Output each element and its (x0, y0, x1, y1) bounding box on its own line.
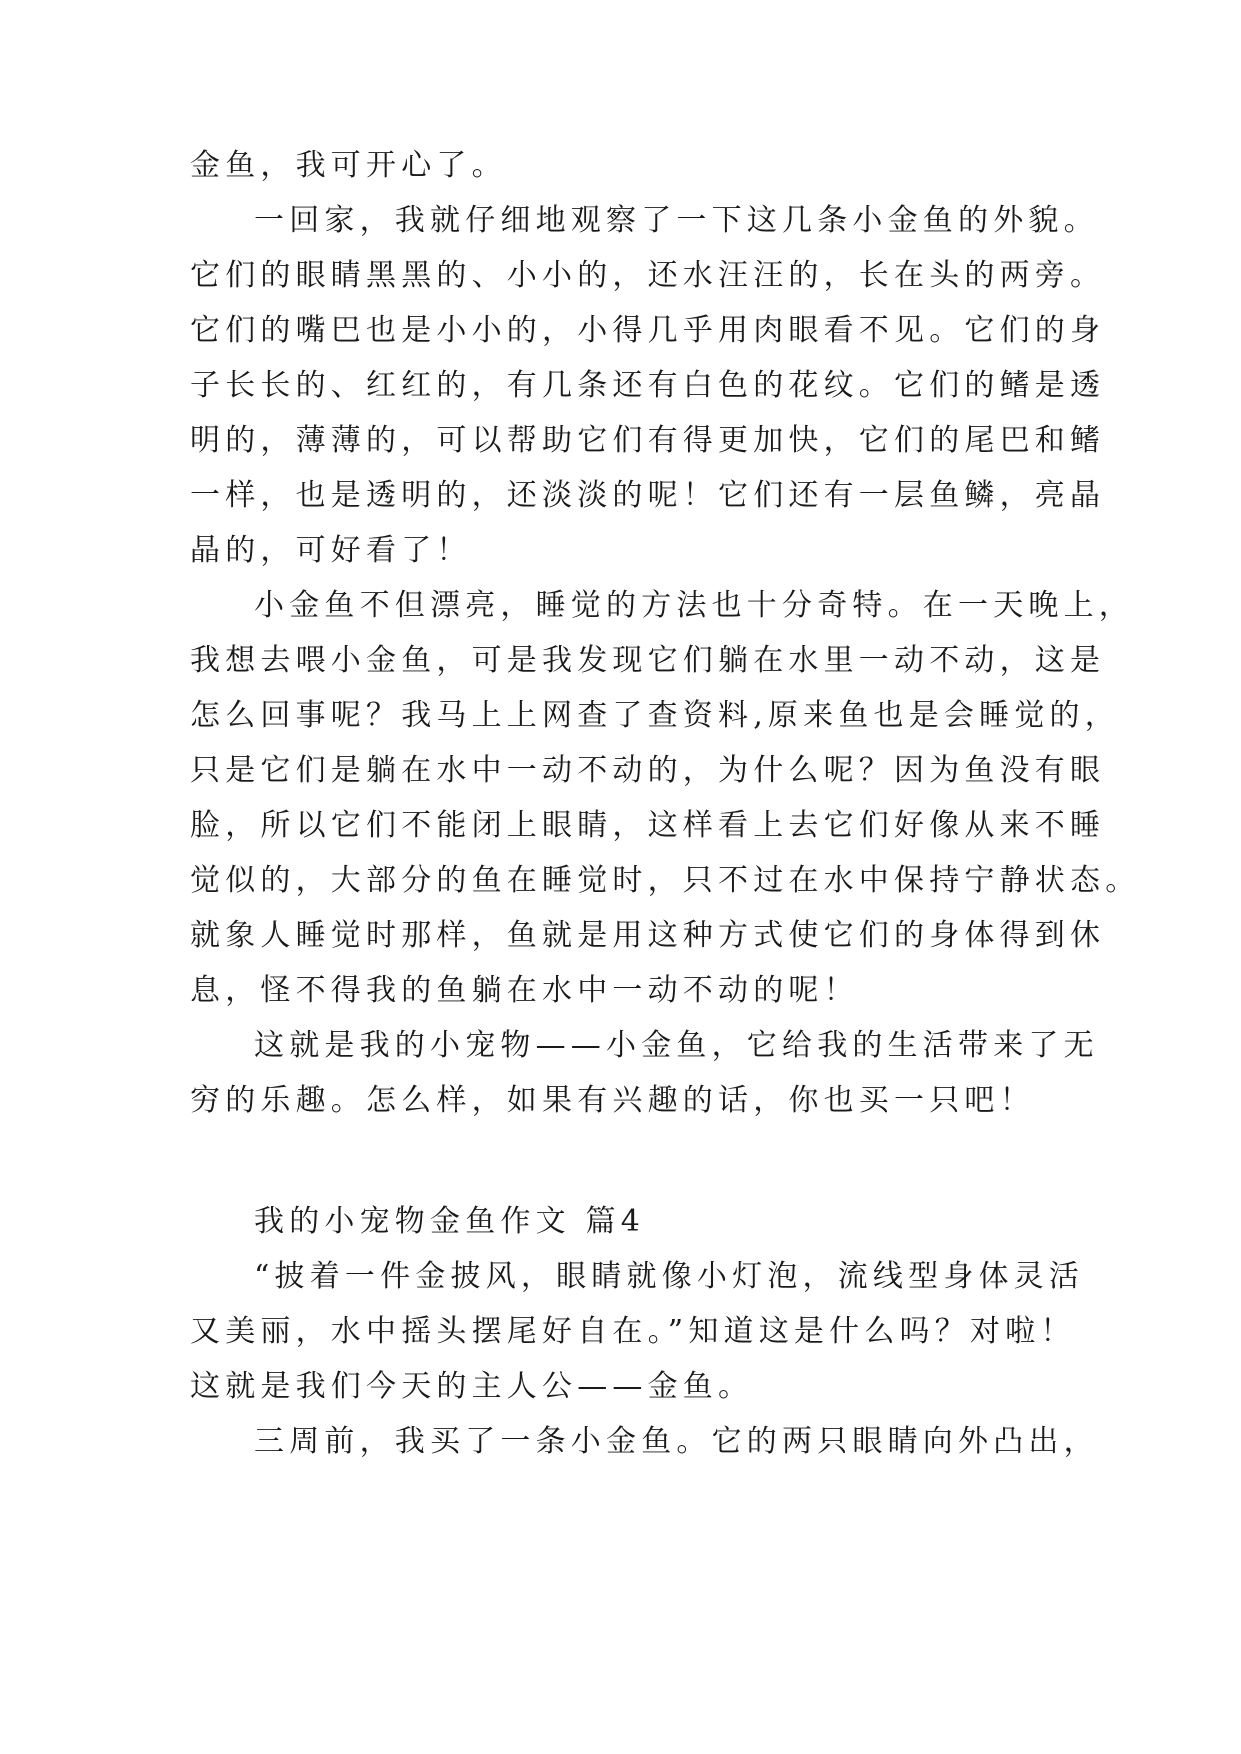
section-heading: 我的小宠物金鱼作文 篇4 (254, 1204, 646, 1239)
text-line: 怎么回事呢？我马上上网查了查资料,原来鱼也是会睡觉的， (190, 698, 1120, 733)
text-line: 它们的嘴巴也是小小的，小得几乎用肉眼看不见。它们的身 (190, 313, 1106, 348)
text-line: 穷的乐趣。怎么样，如果有兴趣的话，你也买一只吧！ (190, 1083, 1035, 1118)
text-line: 一样，也是透明的，还淡淡的呢！它们还有一层鱼鳞，亮晶 (190, 478, 1106, 513)
text-line: 这就是我们今天的主人公——金鱼。 (190, 1369, 754, 1404)
paragraph-start: 这就是我的小宠物——小金鱼，它给我的生活带来了无 (254, 1028, 1099, 1063)
text-line: 只是它们是躺在水中一动不动的，为什么呢？因为鱼没有眼 (190, 753, 1106, 788)
text-line: 我想去喂小金鱼，可是我发现它们躺在水里一动不动，这是 (190, 643, 1106, 678)
text-line: 就象人睡觉时那样，鱼就是用这种方式使它们的身体得到休 (190, 918, 1106, 953)
text-line: 明的，薄薄的，可以帮助它们有得更加快，它们的尾巴和鳍 (190, 423, 1106, 458)
paragraph-start: 三周前，我买了一条小金鱼。它的两只眼睛向外凸出， (254, 1424, 1099, 1459)
paragraph-start: 一回家，我就仔细地观察了一下这几条小金鱼的外貌。 (254, 203, 1099, 238)
text-line: 脸，所以它们不能闭上眼睛，这样看上去它们好像从来不睡 (190, 808, 1106, 843)
text-line: 觉似的，大部分的鱼在睡觉时，只不过在水中保持宁静状态。 (190, 863, 1141, 898)
text-line: 子长长的、红红的，有几条还有白色的花纹。它们的鳍是透 (190, 368, 1106, 403)
paragraph-start: 小金鱼不但漂亮，睡觉的方法也十分奇特。在一天晚上， (254, 588, 1134, 623)
text-line: 晶的，可好看了！ (190, 533, 472, 568)
text-line: 金鱼，我可开心了。 (190, 148, 507, 183)
text-line: 息，怪不得我的鱼躺在水中一动不动的呢！ (190, 973, 859, 1008)
paragraph-start: “披着一件金披风，眼睛就像小灯泡，流线型身体灵活 (254, 1259, 1085, 1294)
text-line: 又美丽，水中摇头摆尾好自在。”知道这是什么吗？对啦！ (190, 1314, 1076, 1349)
text-line: 它们的眼睛黑黑的、小小的，还水汪汪的，长在头的两旁。 (190, 258, 1106, 293)
